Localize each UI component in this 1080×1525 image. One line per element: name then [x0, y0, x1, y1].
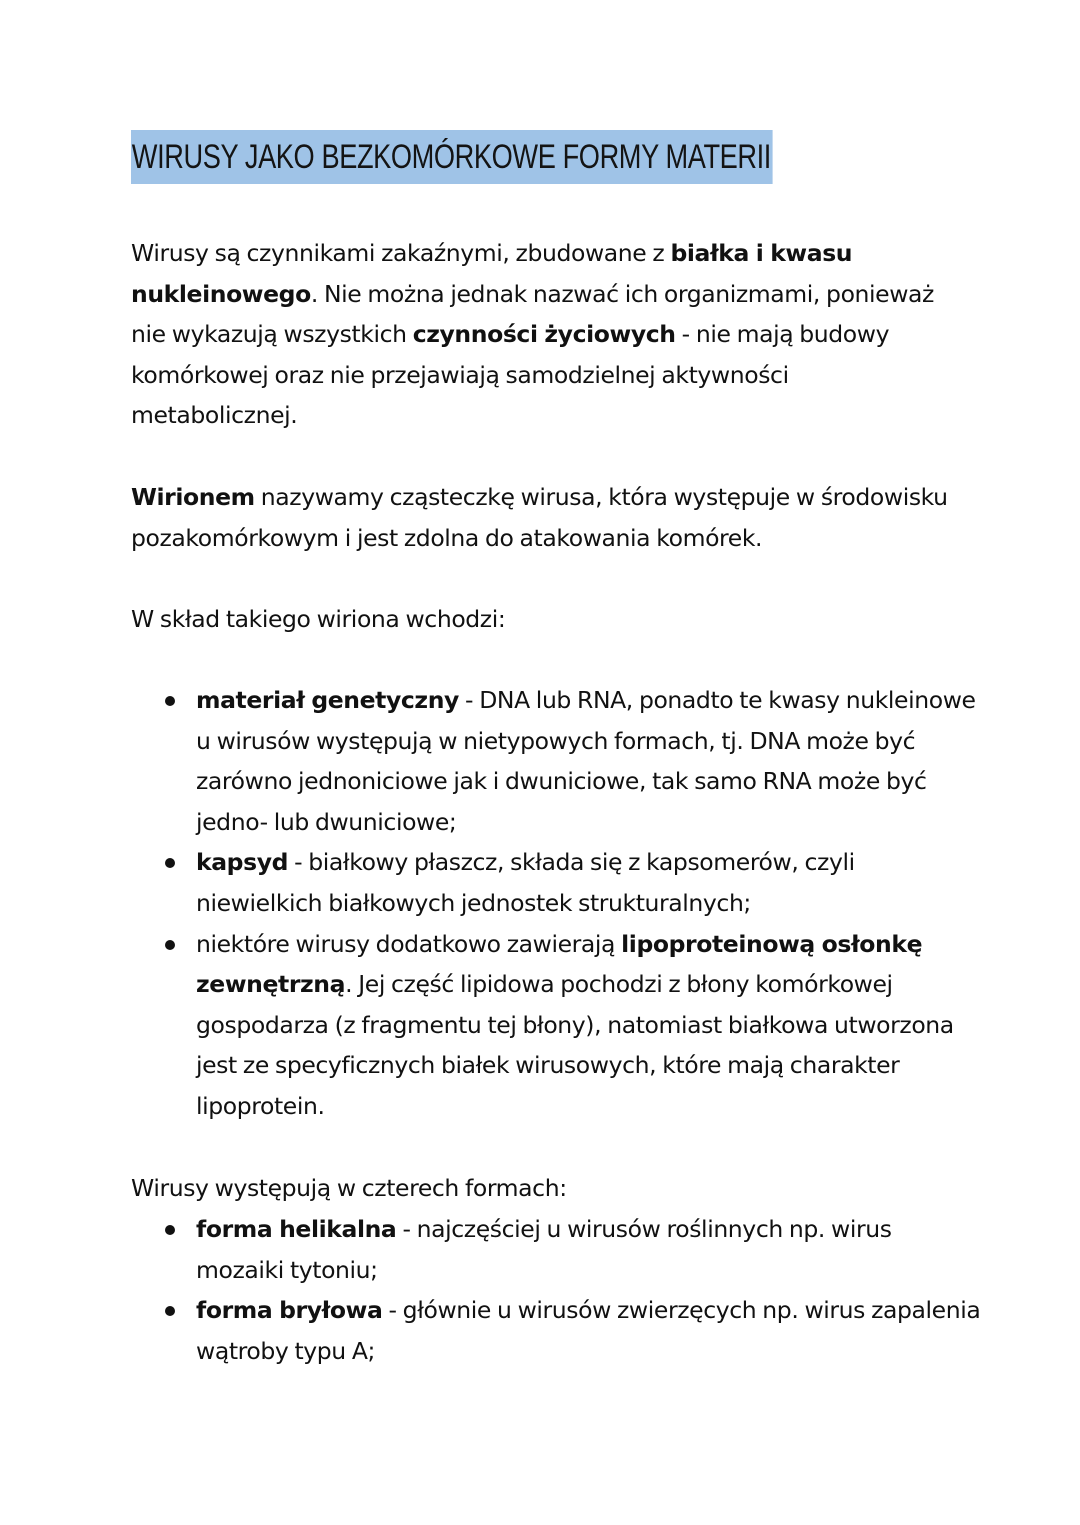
title-block — [131, 130, 933, 184]
intro-text-1: Wirusy są czynnikami zakaźnymi, zbudowane z — [131, 239, 671, 267]
bullet-icon — [165, 858, 175, 868]
list-item — [131, 680, 981, 842]
item-term: kapsyd — [196, 848, 289, 877]
bullet-icon — [165, 1306, 175, 1316]
virion-definition: nazywamy cząsteczkę wirusa, która występuje w środowisku pozakomórkowym i jest zdolna do atakowania komórek. — [131, 483, 948, 552]
intro-text-2: . Nie można jednak nazwać ich organizmami, ponieważ nie wykazują wszystkich — [131, 279, 934, 349]
intro-bold-life-functions: czynności życiowych — [412, 320, 676, 349]
item-term: lipoproteinową osłonkę zewnętrzną — [196, 929, 923, 999]
item-term: forma bryłowa — [196, 1296, 383, 1325]
intro-paragraph — [131, 233, 961, 436]
forms-intro: Wirusy występują w czterech formach: — [131, 1174, 567, 1202]
virion-term: Wirionem — [131, 483, 255, 511]
bullet-icon — [165, 1225, 175, 1235]
composition-intro: W skład takiego wiriona wchodzi: — [131, 605, 506, 633]
list-item — [131, 842, 981, 923]
bullet-icon — [165, 696, 175, 706]
item-term: forma helikalna — [196, 1215, 397, 1243]
item-text: - głównie u wirusów zwierzęcych np. wirus zapalenia wątroby typu A; — [196, 1296, 981, 1365]
list-item — [131, 1290, 981, 1371]
item-text: . Jej część lipidowa pochodzi z błony komórkowej gospodarza (z fragmentu tej błony), natomiast białkowa utworzona jest ze specyficznych białek wirusowych, które mają charakter lipoprotein. — [196, 970, 954, 1120]
virion-paragraph — [131, 477, 961, 558]
composition-list — [131, 680, 981, 1127]
document-title: WIRUSY JAKO BEZKOMÓRKOWE FORMY MATERII — [131, 130, 773, 184]
forms-list — [131, 1209, 981, 1371]
list-item — [131, 924, 981, 1127]
item-pre-text: niektóre wirusy dodatkowo zawierają — [196, 929, 622, 958]
intro-text-3: - nie mają budowy komórkowej oraz nie przejawiają samodzielnej aktywności metabolicznej. — [131, 320, 890, 430]
item-term: materiał genetyczny — [196, 686, 459, 714]
intro-bold-protein-acid: białka i kwasu — [670, 239, 853, 267]
bullet-icon — [165, 940, 175, 950]
list-item — [131, 1209, 981, 1290]
intro-bold-nucleic: nukleinowego — [131, 279, 311, 308]
item-text: - DNA lub RNA, ponadto te kwasy nukleinowe u wirusów występują w nietypowych formach, tj. DNA może być zarówno jednoniciowe jak i dwuniciowe, tak samo RNA może być jedno- lub dwuniciowe; — [196, 686, 976, 836]
item-text: - najczęściej u wirusów roślinnych np. wirus mozaiki tytoniu; — [196, 1215, 892, 1284]
item-text: - białkowy płaszcz, składa się z kapsomerów, czyli niewielkich białkowych jednostek strukturalnych; — [196, 848, 855, 917]
